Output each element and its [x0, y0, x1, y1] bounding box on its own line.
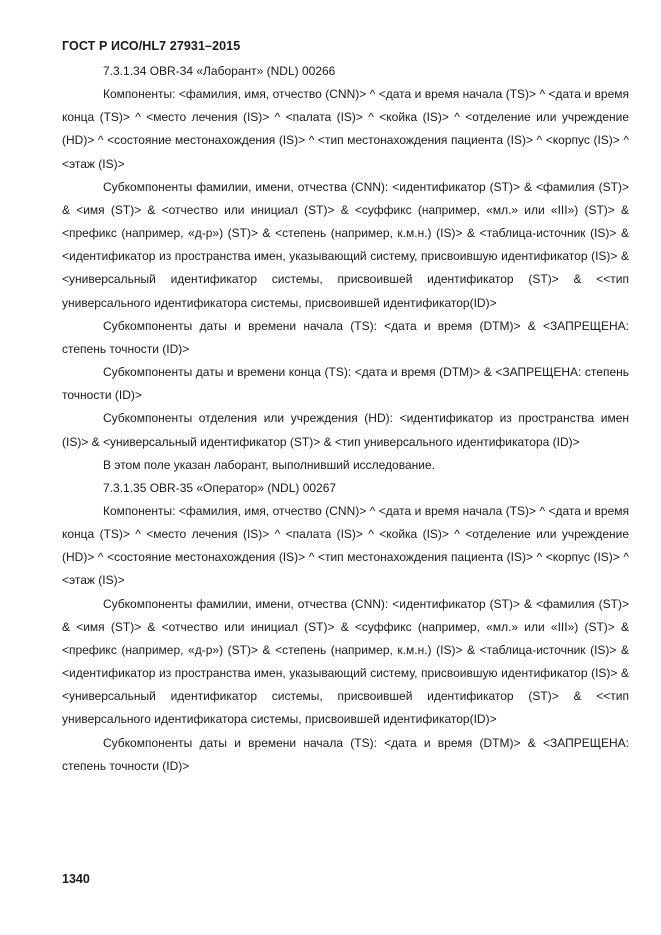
paragraph-cnn-subcomponents-obr34: Субкомпоненты фамилии, имени, отчества (CNN): <идентификатор (ST)> & <фамилия (ST)> & <имя (ST)> & <отчество или инициал (ST)> & <суффикс (например, «мл.» или «III») (ST)> & <префикс (например, «д-р») (ST)> & <степень (например, к.м.н.) (IS)> & <таблица-источник (IS)> & <идентификатор из пространства имен, указывающий систему, присвоившую идентификатор (IS)> & <универсальный идентификатор системы, присвоившей идентификатор (ST)> & <<тип универсального идентификатора системы, присвоившей идентификатор(ID)> [62, 179, 629, 310]
page-number: 1340 [62, 872, 90, 886]
paragraph-start-ts-obr35: Субкомпоненты даты и времени начала (TS): <дата и время (DTM)> & <ЗАПРЕЩЕНА: степень точности (ID)> [62, 735, 629, 773]
paragraph-end-ts-obr34: Субкомпоненты даты и времени конца (TS): <дата и время (DTM)> & <ЗАПРЕЩЕНА: степень точности (ID)> [62, 365, 629, 403]
paragraph-field-description-obr34: В этом поле указан лаборант, выполнивший исследование. [103, 457, 435, 472]
paragraph-cnn-subcomponents-obr35: Субкомпоненты фамилии, имени, отчества (CNN): <идентификатор (ST)> & <фамилия (ST)> & <имя (ST)> & <отчество или инициал (ST)> & <суффикс (например, «мл.» или «III») (ST)> & <префикс (например, «д-р») (ST)> & <степень (например, к.м.н.) (IS)> & <таблица-источник (IS)> & <идентификатор из пространства имен, указывающий систему, присвоившую идентификатор (IS)> & <универсальный идентификатор системы, присвоившей идентификатор (ST)> & <<тип универсального идентификатора системы, присвоившей идентификатор(ID)> [62, 596, 629, 727]
paragraph-hd-subcomponents-obr34: Субкомпоненты отделения или учреждения (HD): <идентификатор из пространства имен (IS)> & <универсальный идентификатор (ST)> & <тип универсального идентификатора (ID)> [62, 411, 629, 449]
section-heading-obr35: 7.3.1.35 OBR-35 «Оператор» (NDL) 00267 [103, 480, 337, 495]
document-body [62, 60, 629, 778]
paragraph-components-obr35: Компоненты: <фамилия, имя, отчество (CNN)> ^ <дата и время начала (TS)> ^ <дата и время конца (TS)> ^ <место лечения (IS)> ^ <палата (IS)> ^ <койка (IS)> ^ <отделение или учреждение (HD)> ^ <состояние местонахождения (IS)> ^ <тип местонахождения пациента (IS)> ^ <корпус (IS)> ^ <этаж (IS)> [62, 503, 629, 588]
paragraph-start-ts-obr34: Субкомпоненты даты и времени начала (TS): <дата и время (DTM)> & <ЗАПРЕЩЕНА: степень точности (ID)> [62, 318, 629, 356]
document-code-header: ГОСТ Р ИСО/HL7 27931–2015 [62, 39, 241, 53]
paragraph-components-obr34: Компоненты: <фамилия, имя, отчество (CNN)> ^ <дата и время начала (TS)> ^ <дата и время конца (TS)> ^ <место лечения (IS)> ^ <палата (IS)> ^ <койка (IS)> ^ <отделение или учреждение (HD)> ^ <состояние местонахождения (IS)> ^ <тип местонахождения пациента (IS)> ^ <корпус (IS)> ^ <этаж (IS)> [62, 87, 629, 171]
section-heading-obr34: 7.3.1.34 OBR-34 «Лаборант» (NDL) 00266 [103, 64, 336, 78]
